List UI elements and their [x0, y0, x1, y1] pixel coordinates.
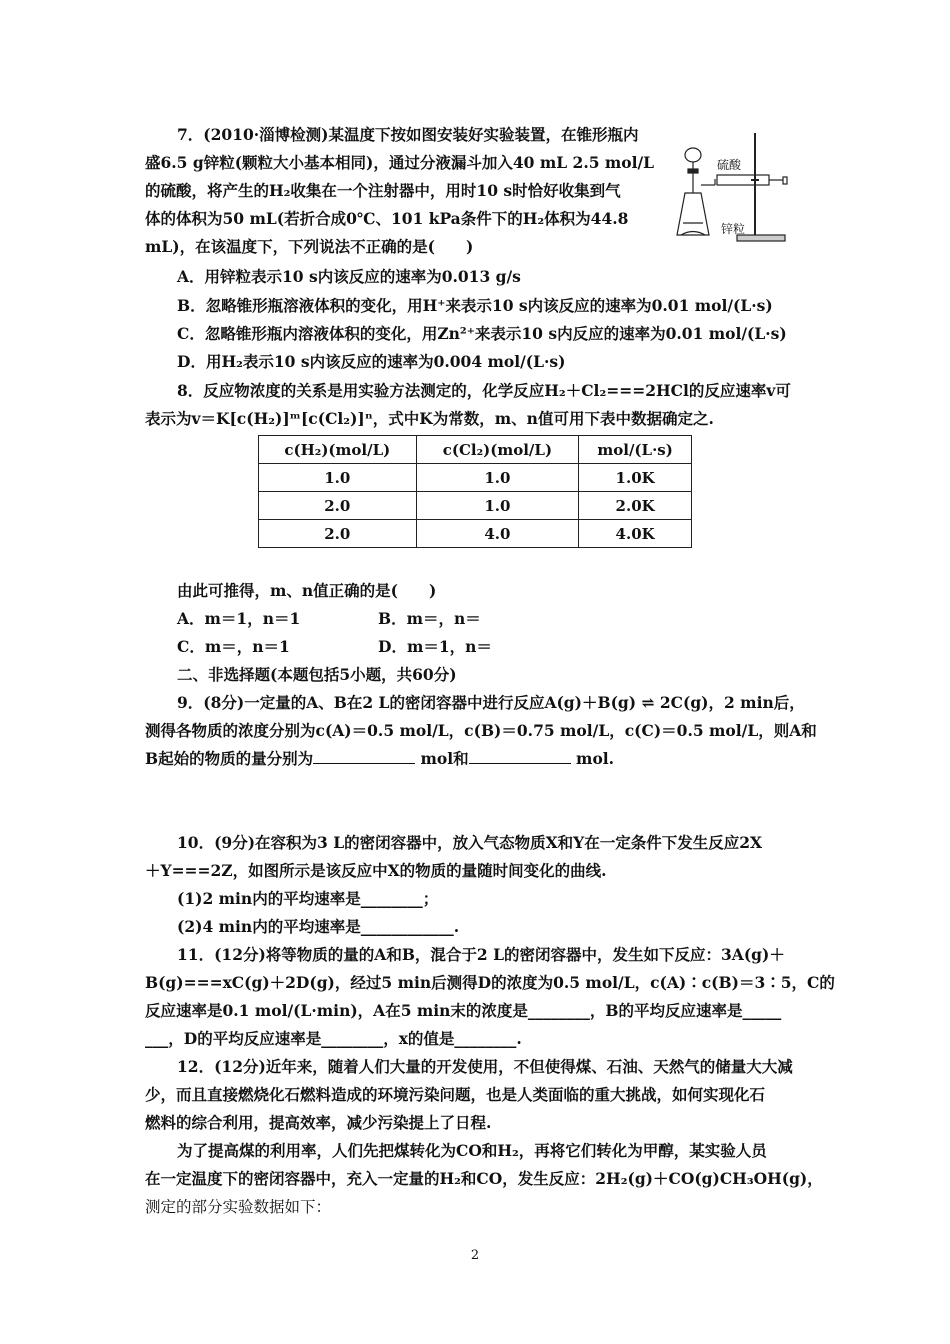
q9-line-1: 9．(8分)一定量的A、B在2 L的密闭容器中进行反应A(g)＋B(g) ⇌ 2C(g)，2 min后， [177, 693, 805, 712]
q11-line-4: ___，D的平均反应速率是________，x的值是________. [145, 1029, 522, 1048]
q7-line-4: 体的体积为50 mL(若折合成0℃、101 kPa条件下的H₂体积为44.8 [145, 209, 629, 228]
q7-line-2: 盛6.5 g锌粒(颗粒大小基本相同)，通过分液漏斗加入40 mL 2.5 mol/L [145, 153, 655, 172]
q10-line-1: 10．(9分)在容积为3 L的密闭容器中，放入气态物质X和Y在一定条件下发生反应2X [177, 833, 763, 852]
q8-option-b: B．m＝，n＝ [378, 609, 481, 628]
q11-line-3: 反应速率是0.1 mol/(L·min)，A在5 min末的浓度是________，B的平均反应速率是_____ [145, 1001, 782, 1020]
table-cell: 2.0 [259, 520, 417, 548]
q8-line-1: 8．反应物浓度的关系是用实验方法测定的，化学反应H₂＋Cl₂===2HCl的反应速率v可 [177, 381, 791, 400]
table-cell: 4.0 [416, 520, 579, 548]
table-row [259, 464, 692, 492]
q9-line-3 [145, 748, 614, 770]
q10-line-4: (2)4 min内的平均速率是____________. [177, 917, 460, 936]
table-header-cell: c(H₂)(mol/L) [259, 436, 417, 464]
q11-line-1: 11．(12分)将等物质的量的A和B，混合于2 L的密闭容器中，发生如下反应：3A(g)＋ [177, 945, 785, 964]
q8-stem: 由此可推得，m、n值正确的是( ) [177, 581, 437, 600]
table-cell: 1.0 [259, 464, 417, 492]
q10-line-2: ＋Y===2Z，如图所示是该反应中X的物质的量随时间变化的曲线. [145, 861, 607, 880]
rate-data-table [258, 435, 692, 548]
q9-line-3-end: mol. [570, 749, 615, 768]
q7-option-d: D．用H₂表示10 s内该反应的速率为0.004 mol/(L·s) [177, 352, 566, 371]
table-row [259, 520, 692, 548]
q10-line-3: (1)2 min内的平均速率是________； [177, 889, 439, 908]
q8-option-c: C．m＝，n＝1 [177, 637, 290, 656]
fig-label-acid: 硫酸 [717, 158, 742, 172]
experiment-apparatus-figure [675, 123, 815, 248]
q7-option-c: C．忽略锥形瓶内溶液体积的变化，用Zn²⁺来表示10 s内反应的速率为0.01 mol/(L·s) [177, 324, 787, 343]
q12-line-1: 12．(12分)近年来，随着人们大量的开发使用，不但使得煤、石油、天然气的储量大大减 [177, 1057, 793, 1076]
table-cell: 4.0K [579, 520, 692, 548]
table-cell: 2.0 [259, 492, 417, 520]
page-number: 2 [470, 1248, 480, 1263]
table-cell: 1.0 [416, 492, 579, 520]
table-header-cell: mol/(L·s) [579, 436, 692, 464]
q7-option-a: A．用锌粒表示10 s内该反应的速率为0.013 g/s [177, 267, 521, 286]
table-cell: 2.0K [579, 492, 692, 520]
q9-line-3-unit: mol和 [415, 749, 469, 768]
q8-option-d: D．m＝1，n＝ [378, 637, 492, 656]
q8-line-2: 表示为v＝K[c(H₂)]ᵐ[c(Cl₂)]ⁿ，式中K为常数，m、n值可用下表中数据确定之. [145, 409, 714, 428]
answer-blank[interactable] [469, 749, 571, 764]
table-header-cell: c(Cl₂)(mol/L) [416, 436, 579, 464]
q12-line-5: 在一定温度下的密闭容器中，充入一定量的H₂和CO，发生反应：2H₂(g)＋CO(g)CH₃OH(g)， [145, 1169, 823, 1188]
q11-line-2: B(g)===xC(g)＋2D(g)，经过5 min后测得D的浓度为0.5 mol/L，c(A)∶c(B)＝3∶5，C的 [145, 973, 835, 992]
q12-line-2: 少，而且直接燃烧化石燃料造成的环境污染问题，也是人类面临的重大挑战，如何实现化石 [145, 1085, 766, 1104]
section-heading: 二、非选择题(本题包括5小题，共60分) [177, 665, 457, 684]
table-row [259, 492, 692, 520]
q7-line-1: 7．(2010·淄博检测)某温度下按如图安装好实验装置，在锥形瓶内 [177, 125, 639, 144]
q12-line-3: 燃料的综合利用，提高效率，减少污染提上了日程. [145, 1113, 492, 1132]
table-cell: 1.0K [579, 464, 692, 492]
q7-option-b: B．忽略锥形瓶溶液体积的变化，用H⁺来表示10 s内该反应的速率为0.01 mol/(L·s) [177, 296, 773, 315]
table-cell: 1.0 [416, 464, 579, 492]
fig-label-zinc: 锌粒 [721, 222, 746, 236]
q9-line-2: 测得各物质的浓度分别为c(A)＝0.5 mol/L，c(B)＝0.75 mol/L，c(C)＝0.5 mol/L，则A和 [145, 721, 817, 740]
answer-blank[interactable] [313, 749, 415, 764]
q8-option-a: A．m＝1，n＝1 [177, 609, 301, 628]
q7-line-3: 的硫酸，将产生的H₂收集在一个注射器中，用时10 s时恰好收集到气 [145, 181, 621, 200]
q7-line-5: mL)，在该温度下，下列说法不正确的是( ) [145, 237, 474, 256]
table-header-row [259, 436, 692, 464]
q12-line-6: 测定的部分实验数据如下： [145, 1198, 332, 1216]
q9-line-3-text: B起始的物质的量分别为 [145, 749, 314, 768]
q12-line-4: 为了提高煤的利用率，人们先把煤转化为CO和H₂，再将它们转化为甲醇，某实验人员 [177, 1141, 767, 1160]
